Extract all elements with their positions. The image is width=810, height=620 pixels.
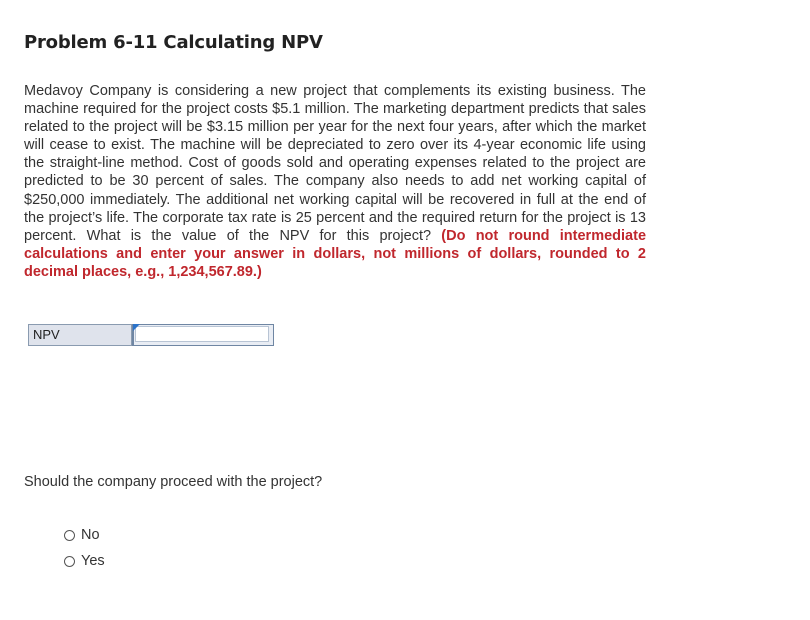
radio-yes-icon[interactable] (64, 556, 75, 567)
option-no[interactable] (64, 526, 105, 544)
proceed-options (64, 526, 105, 578)
npv-label: NPV (28, 324, 132, 346)
answer-instructions: (Do not round intermediate calculations and enter your answer in dollars, not millions of dollars, rounded to 2 decimal places, e.g., 1,234,567.89.) (24, 227, 647, 280)
npv-input-cell[interactable] (132, 324, 274, 346)
problem-body: Medavoy Company is considering a new project that complements its existing business. The machine required for the project costs $5.1 million. The marketing department predicts that sales related to the project will be $3.15 million per year for the next four years, after which the market will cease to exist. The machine will be depreciated to zero over its 4-year economic life using the straight-line method. Cost of goods sold and operating expenses related to the project are predicted to be 30 percent of sales. The company also needs to add net working capital of $250,000 immediately. The additional net working capital will be recovered in full at the end of the project’s life. The corporate tax rate is 25 percent and the required return for the project is 13 percent. What is the value of the NPV for this project? (24, 83, 646, 244)
npv-answer-row (28, 324, 274, 346)
npv-input[interactable] (135, 326, 269, 342)
problem-title: Problem 6-11 Calculating NPV (24, 32, 323, 53)
cell-flag-icon (133, 324, 140, 331)
proceed-question: Should the company proceed with the project? (24, 474, 323, 490)
option-no-label: No (81, 527, 100, 543)
radio-no-icon[interactable] (64, 530, 75, 541)
option-yes-label: Yes (81, 553, 105, 569)
problem-text (24, 82, 646, 281)
option-yes[interactable] (64, 552, 105, 570)
